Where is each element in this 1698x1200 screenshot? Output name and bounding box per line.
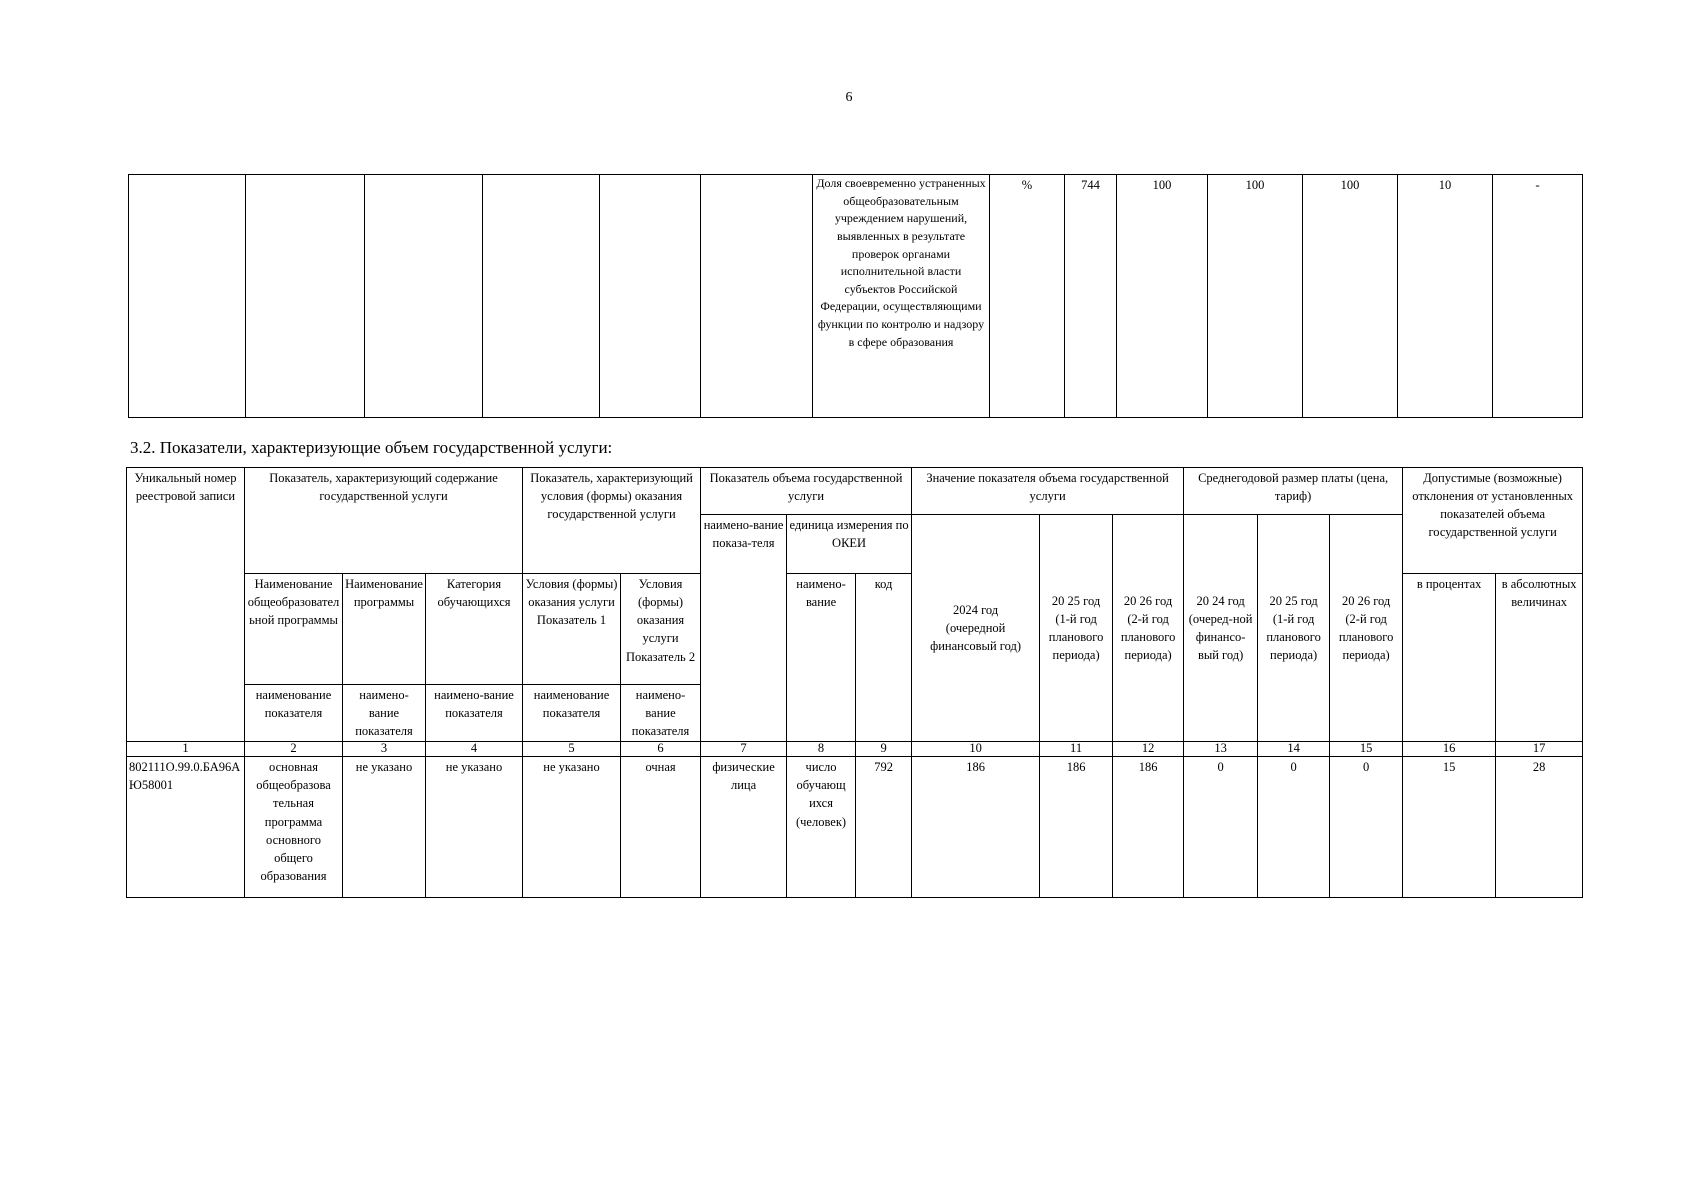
fee-2024-header <box>1184 515 1258 742</box>
deviation-absolute-cell: 28 <box>1496 757 1583 898</box>
column-number: 15 <box>1330 742 1403 757</box>
year-2026-note: (2-й год планового периода) <box>1120 612 1176 663</box>
deviations-header: Допустимые (возможные) отклонения от установленных показателей объема государственной услуги <box>1403 468 1583 574</box>
indicator-name-subheader: наименование показателя <box>523 685 621 742</box>
unique-number-header: Уникальный номер реестровой записи <box>127 468 245 742</box>
column-number: 13 <box>1184 742 1258 757</box>
column-number: 11 <box>1040 742 1113 757</box>
indicator-cell: физические лица <box>701 757 787 898</box>
fee-2024-note: (очеред-ной финансо-вый год) <box>1188 612 1253 663</box>
conditions-indicator-header: Показатель, характеризующий условия (формы) оказания государственной услуги <box>523 468 701 574</box>
unit-code-cell: 792 <box>856 757 912 898</box>
column-number: 12 <box>1113 742 1184 757</box>
column-number: 2 <box>245 742 343 757</box>
column-number: 5 <box>523 742 621 757</box>
indicator-name-cell: Доля своевременно устраненных общеобразовательным учреждением нарушений, выявленных в результате проверок органами исполнительной власти субъектов Российской Федерации, осуществляющими функции по контролю и надзору в сфере образования <box>813 175 990 418</box>
in-absolute-header: в абсолютных величинах <box>1496 574 1583 742</box>
unit-okei-header: единица измерения по ОКЕИ <box>787 515 912 574</box>
unit-cell: % <box>990 175 1065 418</box>
value-2025-cell: 100 <box>1208 175 1303 418</box>
empty-cell <box>365 175 483 418</box>
column-number: 9 <box>856 742 912 757</box>
unit-name-cell: число обучающ ихся (человек) <box>787 757 856 898</box>
empty-cell <box>701 175 813 418</box>
table-row <box>127 757 1583 898</box>
column-number: 3 <box>343 742 426 757</box>
year-2024-header <box>912 515 1040 742</box>
fee-2026-note: (2-й год планового периода) <box>1338 612 1394 663</box>
unit-code-header: код <box>856 574 912 742</box>
empty-cell <box>600 175 701 418</box>
section-title: 3.2. Показатели, характеризующие объем государственной услуги: <box>130 438 613 457</box>
year-2024-note: (очередной финансовый год) <box>930 621 1021 654</box>
empty-cell <box>483 175 600 418</box>
fee-2025-cell: 0 <box>1258 757 1330 898</box>
empty-cell <box>246 175 365 418</box>
indicator-name-subheader: наимено-вание показателя <box>426 685 523 742</box>
conditions-2-header: Условия (формы) оказания услуги Показатель 2 <box>621 574 701 685</box>
year-2025-label: 20 25 год <box>1051 593 1101 608</box>
value-2026-cell: 186 <box>1113 757 1184 898</box>
column-number: 10 <box>912 742 1040 757</box>
volume-indicator-header: Показатель объема государственной услуги <box>701 468 912 515</box>
table-row <box>129 175 1583 418</box>
column-number: 14 <box>1258 742 1330 757</box>
students-category-header: Категория обучающихся <box>426 574 523 685</box>
column-number: 1 <box>127 742 245 757</box>
volume-indicators-table <box>126 467 1583 898</box>
program-name-header: Наименование общеобразовательной программы <box>245 574 343 685</box>
program-name-cell: не указано <box>343 757 426 898</box>
condition-1-cell: не указано <box>523 757 621 898</box>
page-number: 6 <box>845 90 853 105</box>
year-2024-label: 2024 год <box>952 603 999 617</box>
year-2026-label: 20 26 год <box>1123 593 1173 608</box>
column-number: 7 <box>701 742 787 757</box>
deviation-absolute-cell: - <box>1493 175 1583 418</box>
registry-number-cell: 802111О.99.0.БА96АЮ58001 <box>127 757 245 898</box>
fee-2025-header <box>1258 515 1330 742</box>
fee-2026-label: 20 26 год <box>1341 593 1391 608</box>
value-2025-cell: 186 <box>1040 757 1113 898</box>
column-number: 6 <box>621 742 701 757</box>
fee-2024-label: 20 24 год <box>1196 593 1245 608</box>
avg-fee-header: Среднегодовой размер платы (цена, тариф) <box>1184 468 1403 515</box>
quality-indicators-continuation-table <box>128 174 1583 418</box>
volume-indicator-name-header: наимено-вание показа-теля <box>701 515 787 742</box>
year-2025-note: (1-й год планового периода) <box>1048 612 1104 663</box>
fee-2026-cell: 0 <box>1330 757 1403 898</box>
value-2024-cell: 186 <box>912 757 1040 898</box>
indicator-name-subheader: наименование показателя <box>245 685 343 742</box>
value-2026-cell: 100 <box>1303 175 1398 418</box>
deviation-percent-cell: 10 <box>1398 175 1493 418</box>
unit-name-header: наимено-вание <box>787 574 856 742</box>
category-cell: не указано <box>426 757 523 898</box>
indicator-name-subheader: наимено-вание показателя <box>343 685 426 742</box>
value-2024-cell: 100 <box>1117 175 1208 418</box>
header-row <box>127 468 1583 515</box>
column-numbers-row <box>127 742 1583 757</box>
okei-code-cell: 744 <box>1065 175 1117 418</box>
fee-2026-header <box>1330 515 1403 742</box>
empty-cell <box>129 175 246 418</box>
program-title-header: Наименование программы <box>343 574 426 685</box>
conditions-1-header: Условия (формы) оказания услуги Показатель 1 <box>523 574 621 685</box>
column-number: 16 <box>1403 742 1496 757</box>
year-2025-header <box>1040 515 1113 742</box>
fee-2025-label: 20 25 год <box>1269 593 1318 608</box>
year-2026-header <box>1113 515 1184 742</box>
in-percent-header: в процентах <box>1403 574 1496 742</box>
indicator-name-subheader: наимено-вание показателя <box>621 685 701 742</box>
column-number: 8 <box>787 742 856 757</box>
content-indicator-header: Показатель, характеризующий содержание государственной услуги <box>245 468 523 574</box>
fee-2025-note: (1-й год планового периода) <box>1266 612 1321 663</box>
column-number: 4 <box>426 742 523 757</box>
deviation-percent-cell: 15 <box>1403 757 1496 898</box>
fee-2024-cell: 0 <box>1184 757 1258 898</box>
condition-2-cell: очная <box>621 757 701 898</box>
column-number: 17 <box>1496 742 1583 757</box>
volume-value-header: Значение показателя объема государственной услуги <box>912 468 1184 515</box>
program-cell: основная общеобразова тельная программа основного общего образования <box>245 757 343 898</box>
